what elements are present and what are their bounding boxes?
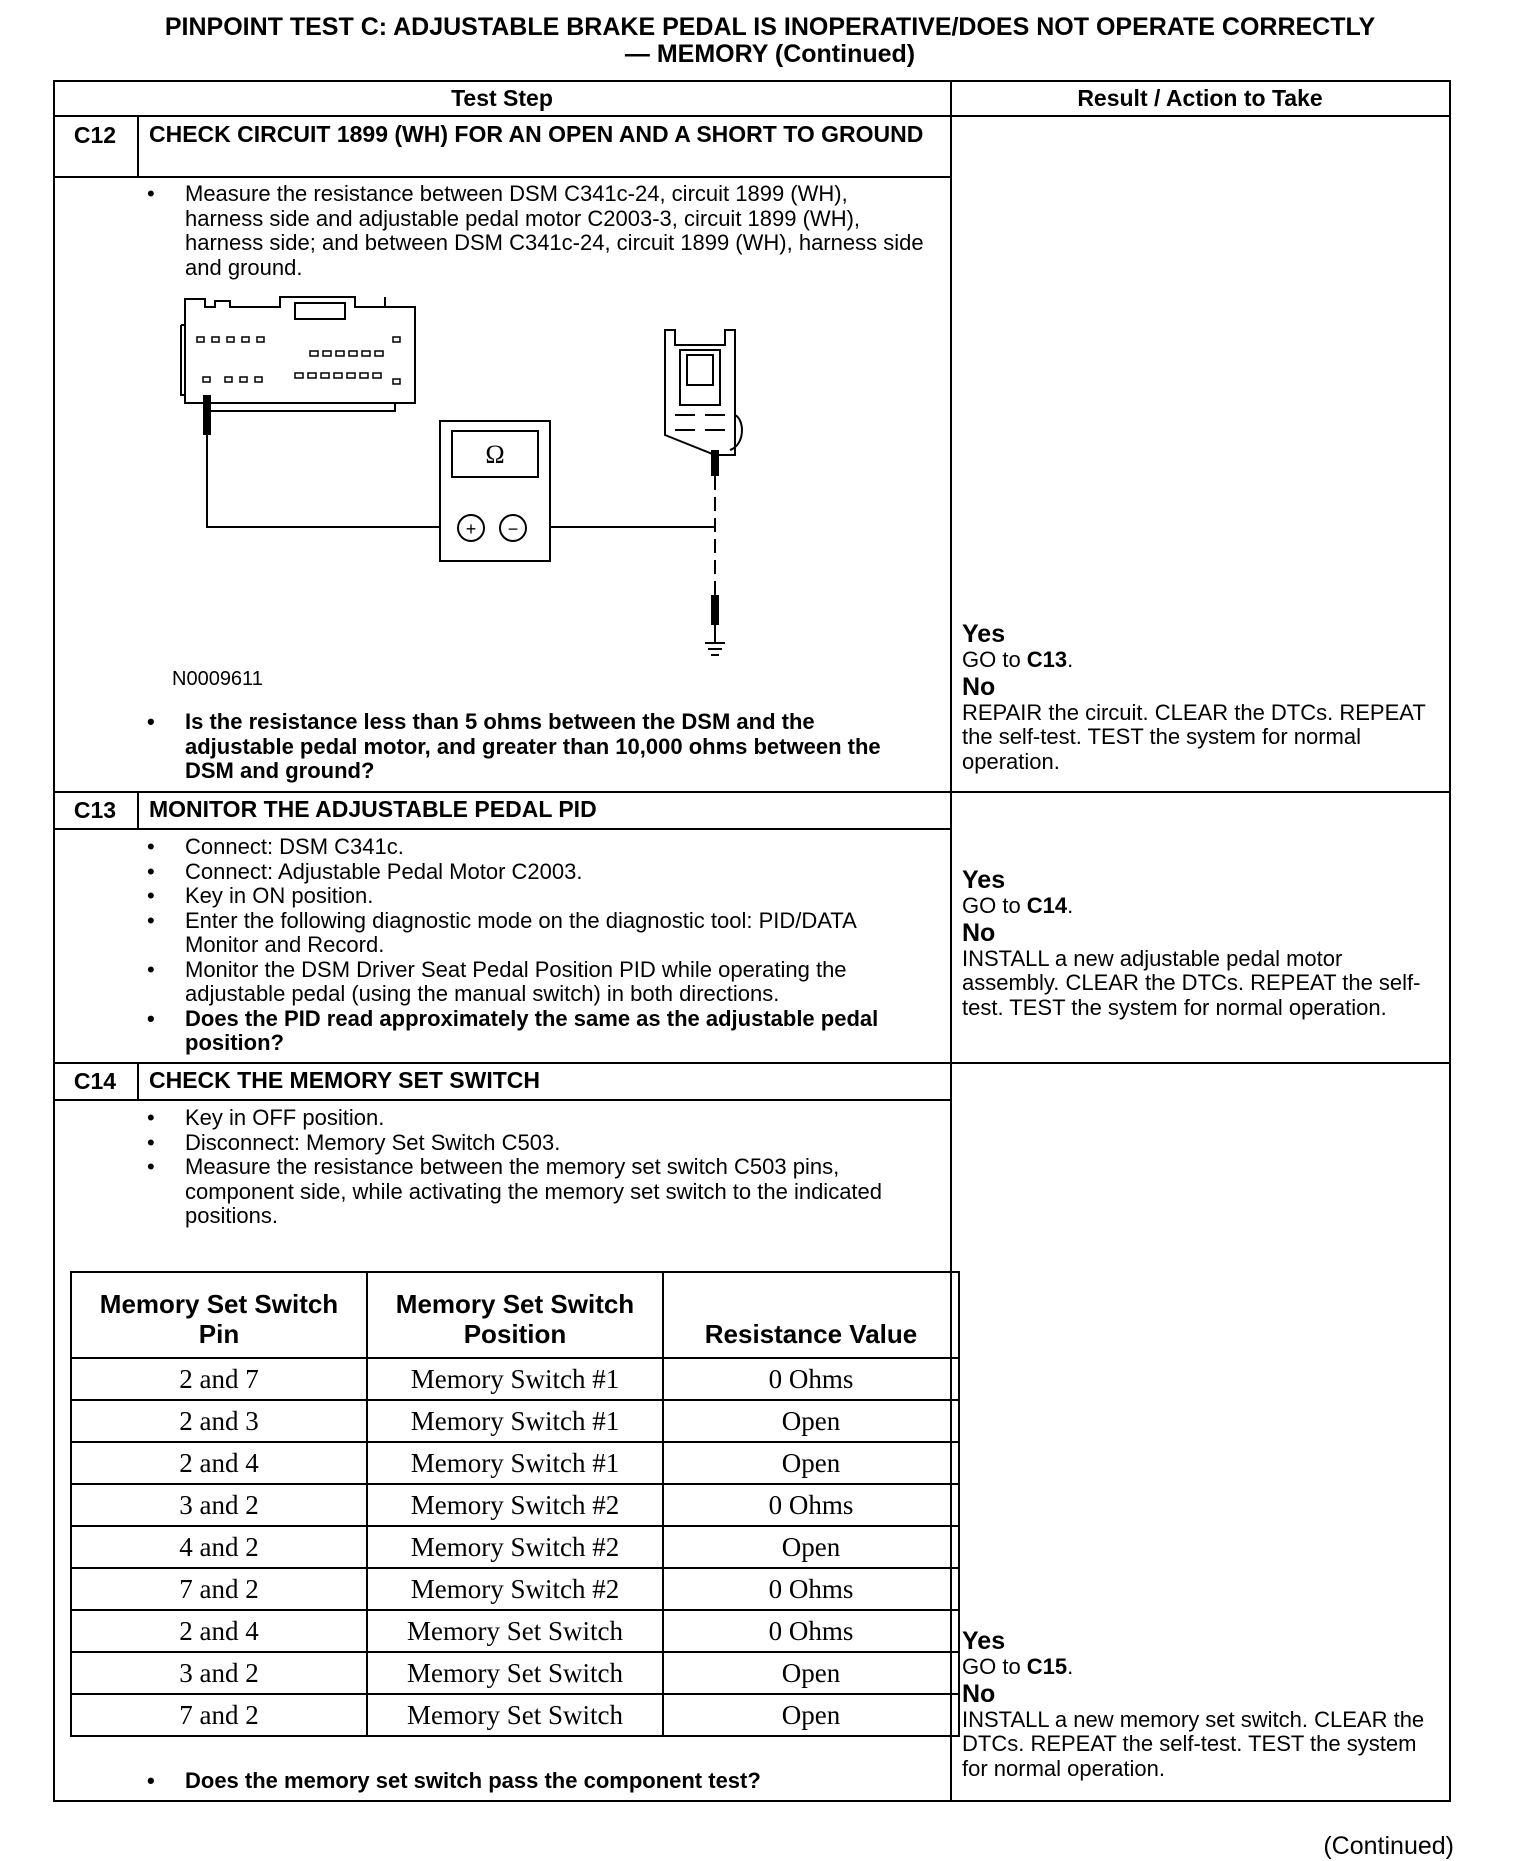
page-title [50, 14, 1490, 68]
probe-tip-icon [711, 450, 719, 476]
goto-step-link: C14 [1026, 893, 1068, 918]
dsm-connector-icon [181, 297, 415, 411]
figure-id: N0009611 [172, 668, 263, 690]
no-label: No [962, 672, 996, 701]
no-action: INSTALL a new adjustable pedal motor assembly. CLEAR the DTCs. REPEAT the self-test. TEST the system for normal operation. [962, 945, 1421, 1020]
row-divider [53, 1062, 1451, 1064]
yes-label: Yes [962, 620, 1006, 648]
step-question [147, 1769, 927, 1794]
pedal-motor-connector-icon [665, 330, 742, 455]
header-divider [53, 115, 1451, 117]
ohm-symbol: Ω [485, 440, 505, 469]
step-id-divider [137, 116, 139, 176]
step-id: C13 [73, 797, 117, 823]
table-row: 2 and 7 Memory Switch #1 0 Ohms [71, 1358, 959, 1400]
yes-label: Yes [962, 1627, 1006, 1655]
row-divider [53, 791, 1451, 793]
question-item: • Does the memory set switch pass the component test? [147, 1769, 927, 1794]
yes-action: GO to C14. [962, 893, 1074, 918]
probe-icon [203, 395, 440, 527]
c13-result [962, 866, 1442, 1020]
c14-title-divider [53, 1099, 951, 1101]
measurement-diagram [145, 295, 765, 675]
instruction-item: • Measure the resistance between DSM C341c-24, circuit 1899 (WH), harness side and adjustable pedal motor C2003-3, circuit 1899 (WH), harness side; and between DSM C341c-24, circuit 1899 (WH), harness side and ground. [147, 182, 927, 280]
yes-label: Yes [962, 866, 1006, 894]
probe-tip-icon [711, 595, 719, 625]
table-row: 2 and 4 Memory Set Switch 0 Ohms [71, 1610, 959, 1652]
instruction-item: • Key in ON position. [147, 884, 927, 909]
instruction-item: • Key in OFF position. [147, 1106, 927, 1131]
table-row: 2 and 3 Memory Switch #1 Open [71, 1400, 959, 1442]
minus-terminal-label: − [507, 519, 519, 539]
instruction-item: • Enter the following diagnostic mode on the diagnostic tool: PID/DATA Monitor and Record. [147, 909, 927, 958]
c14-result [962, 1627, 1442, 1781]
table-header: Resistance Value [663, 1272, 959, 1358]
table-header: Memory Set Switch Pin [71, 1272, 367, 1358]
step-id-divider [137, 1063, 139, 1099]
step-instructions [147, 835, 927, 1056]
instruction-item: • Connect: Adjustable Pedal Motor C2003. [147, 860, 927, 885]
table-row: 2 and 4 Memory Switch #1 Open [71, 1442, 959, 1484]
yes-action: GO to C15. [962, 1654, 1074, 1679]
question-item: • Is the resistance less than 5 ohms between the DSM and the adjustable pedal motor, and greater than 10,000 ohms between the DSM and ground? [147, 710, 927, 784]
step-id: C12 [73, 122, 117, 148]
step-title: MONITOR THE ADJUSTABLE PEDAL PID [149, 796, 597, 822]
table-row: 3 and 2 Memory Switch #2 0 Ohms [71, 1484, 959, 1526]
c13-title-divider [53, 828, 951, 830]
no-action: REPAIR the circuit. CLEAR the DTCs. REPEAT the self-test. TEST the system for normal operation. [962, 699, 1426, 774]
table-header: Memory Set Switch Position [367, 1272, 663, 1358]
continued-label: (Continued) [1323, 1832, 1454, 1860]
instruction-item: • Disconnect: Memory Set Switch C503. [147, 1131, 927, 1156]
instruction-item: • Monitor the DSM Driver Seat Pedal Position PID while operating the adjustable pedal (using the manual switch) in both directions. [147, 958, 927, 1007]
no-label: No [962, 918, 996, 947]
instruction-item: • Measure the resistance between the memory set switch C503 pins, component side, while activating the memory set switch to the indicated positions. [147, 1155, 927, 1229]
plus-terminal-label: + [465, 519, 477, 539]
step-title: CHECK THE MEMORY SET SWITCH [149, 1067, 541, 1093]
ground-symbol-icon [705, 625, 725, 655]
page-title-line2: — MEMORY (Continued) [624, 40, 916, 68]
memory-switch-table [70, 1271, 960, 1737]
c12-result [962, 620, 1442, 774]
header-test-step: Test Step [451, 85, 553, 111]
table-row: 4 and 2 Memory Switch #2 Open [71, 1526, 959, 1568]
c12-title-divider [53, 176, 951, 178]
step-id: C14 [73, 1068, 117, 1094]
page-title-line1: PINPOINT TEST C: ADJUSTABLE BRAKE PEDAL IS INOPERATIVE/DOES NOT OPERATE CORRECTLY [164, 13, 1376, 41]
step-id-divider [137, 792, 139, 828]
step-instructions [147, 182, 927, 280]
step-instructions [147, 1106, 927, 1229]
no-label: No [962, 1679, 996, 1708]
yes-action: GO to C13. [962, 647, 1074, 672]
step-question [147, 710, 927, 784]
goto-step-link: C15 [1026, 1654, 1068, 1679]
no-action: INSTALL a new memory set switch. CLEAR the DTCs. REPEAT the self-test. TEST the system for normal operation. [962, 1706, 1425, 1781]
table-row: 3 and 2 Memory Set Switch Open [71, 1652, 959, 1694]
header-result: Result / Action to Take [1077, 85, 1323, 111]
goto-step-link: C13 [1026, 647, 1068, 672]
question-item: • Does the PID read approximately the same as the adjustable pedal position? [147, 1007, 927, 1056]
table-row: 7 and 2 Memory Set Switch Open [71, 1694, 959, 1736]
table-row: 7 and 2 Memory Switch #2 0 Ohms [71, 1568, 959, 1610]
instruction-item: • Connect: DSM C341c. [147, 835, 927, 860]
step-title: CHECK CIRCUIT 1899 (WH) FOR AN OPEN AND A SHORT TO GROUND [149, 121, 924, 147]
